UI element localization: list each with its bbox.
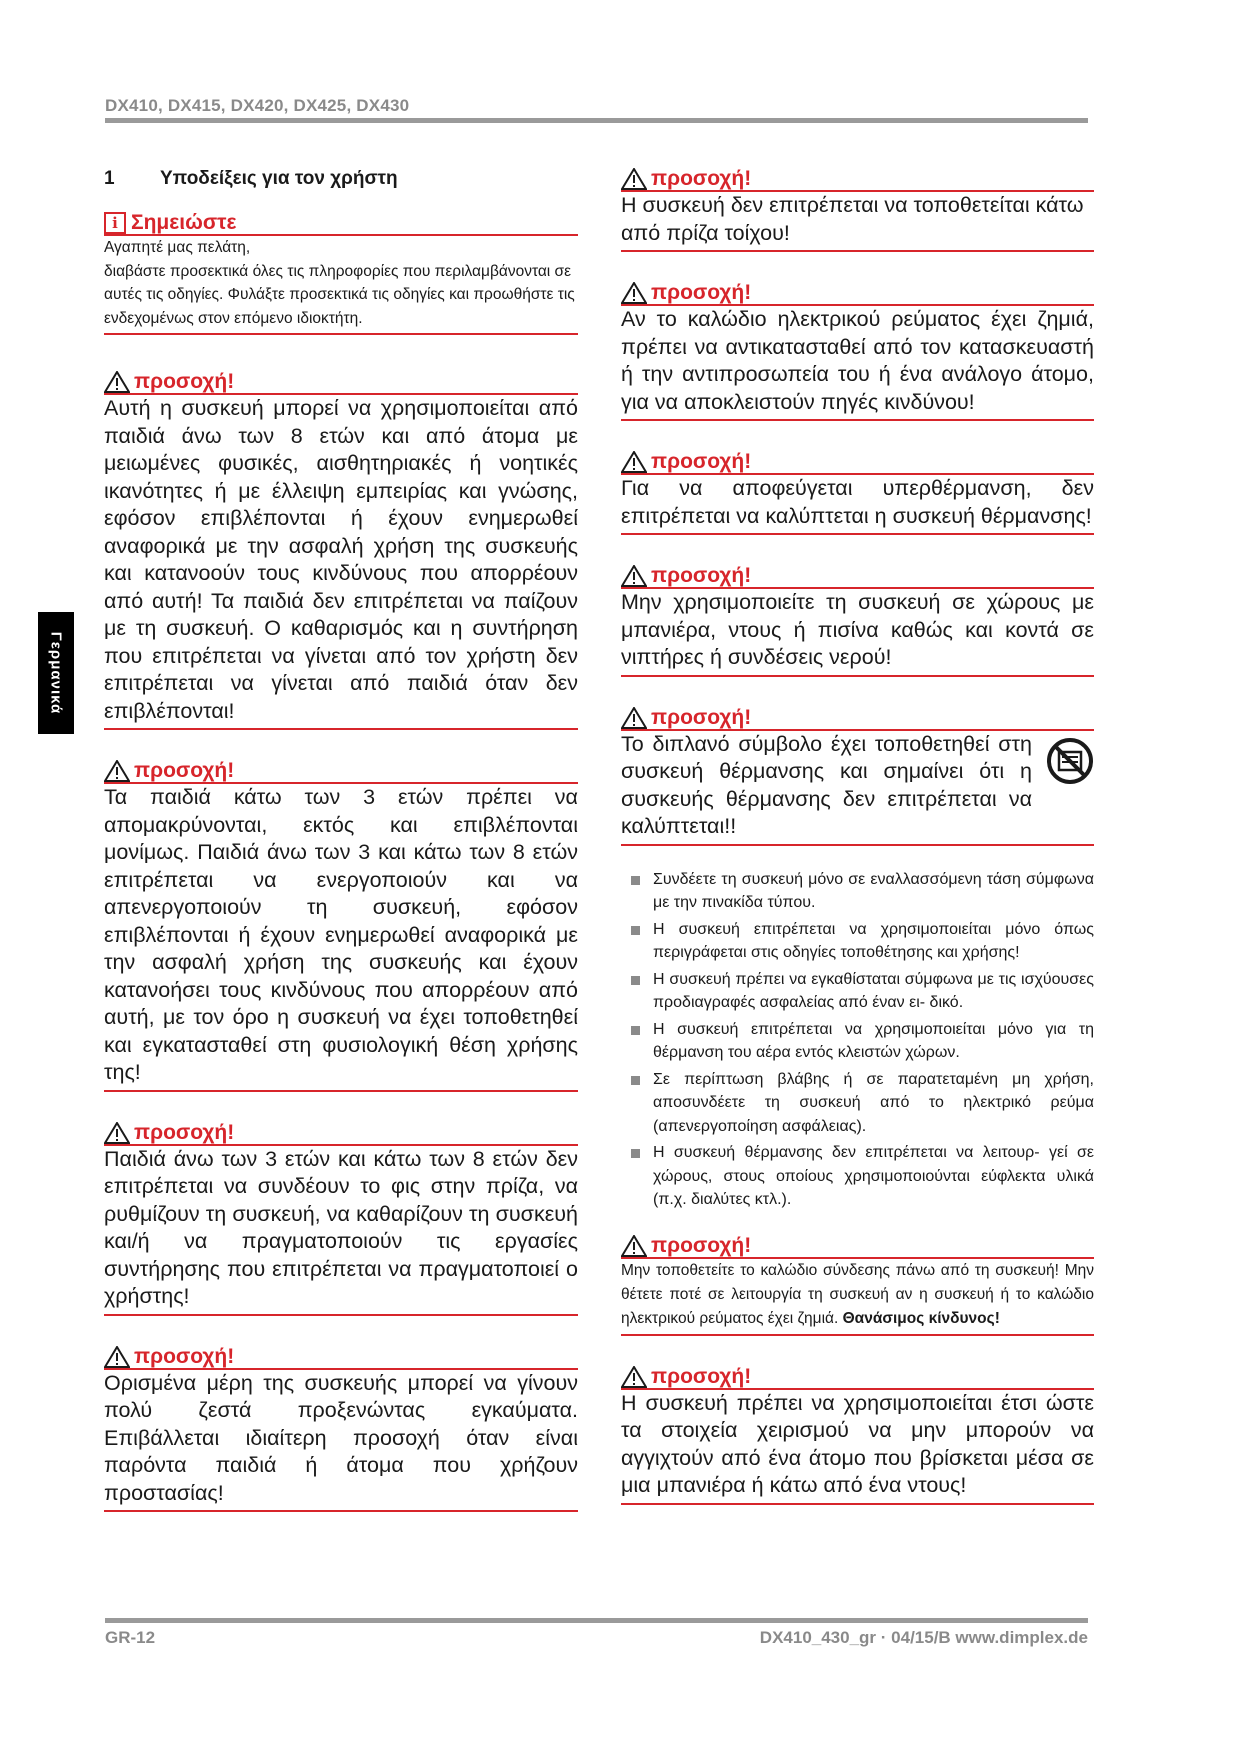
warning-text: Αν το καλώδιο ηλεκτρικού ρεύματος έχει ζημιά, πρέπει να αντικατασταθεί από τον κατασκευαστή ή την αντιπροσωπεία του ή ένα ανάλογο άτομο, για να αποκλειστούν πηγές κινδύνου! <box>621 306 1094 421</box>
warning-triangle-icon <box>104 371 130 393</box>
warning-heading <box>621 168 1094 192</box>
warning-label: προσοχή! <box>134 1344 235 1368</box>
section-title: Υποδείξεις για τον χρήστη <box>160 168 398 189</box>
list-item: Η συσκευή επιτρέπεται να χρησιμοποιείται μόνο όπως περιγράφεται στις οδηγίες τοποθέτησης και χρήσης! <box>621 918 1094 965</box>
warning-heading <box>621 451 1094 475</box>
warning-text: Τα παιδιά κάτω των 3 ετών πρέπει να απομακρύνονται, εκτός και επιβλέπονται μονίμως. Παιδιά άνω των 3 και κάτω των 8 ετών επιτρέπεται να ενεργοποιούν και να απενεργοποιούν τη συσκευή, εφόσον επιβλέπονται ή έχουν ενημερωθεί αναφορικά με την ασφαλή χρήση της συσκευής και έχουν κατανοήσει τους κινδύνους που απορρέουν από αυτή, με τον όρο η συσκευή να έχει τοποθετηθεί και εγκατασταθεί στη φυσιολογική θέση χρήσης της! <box>104 784 578 1092</box>
warning-text: Η συσκευή δεν επιτρέπεται να τοποθετείται κάτω από πρίζα τοίχου! <box>621 192 1094 252</box>
warning-triangle-icon <box>621 168 647 190</box>
note-text: διαβάστε προσεκτικά όλες τις πληροφορίες που περιλαμβάνονται σε αυτές τις οδηγίες. Φυλάξτε προσεκτικά τις οδηγίες και προωθήστε τις ενδεχομένως στον επόμενο ιδιοκτήτη. <box>104 262 575 327</box>
language-tab <box>38 612 74 734</box>
section-number: 1 <box>104 168 115 189</box>
warning-triangle-icon <box>621 707 647 729</box>
warning-label: προσοχή! <box>651 450 752 473</box>
warning-label: προσοχή! <box>651 167 752 190</box>
warning-text: Ορισμένα μέρη της συσκευής μπορεί να γίνουν πολύ ζεστά προξενώντας εγκαύματα. Επιβάλλεται ιδιαίτερη προσοχή όταν είναι παρόντα παιδιά ή άτομα που χρήζουν προστασίας! <box>104 1370 578 1513</box>
cable-warning-text: Μην τοποθετείτε το καλώδιο σύνδεσης πάνω από τη συσκευή! Μην θέτετε ποτέ σε λειτουργία τη συσκευή αν η συσκευή ή το καλώδιο ηλεκτρικού ρεύματος έχει ζημιά. <box>621 1261 1094 1327</box>
warning-triangle-icon <box>104 1122 130 1144</box>
warning-text: Το διπλανό σύμβολο έχει τοποθετηθεί στη συσκευή θέρμανσης και σημαίνει ότι η συσκευής θέρμανσης δεν επιτρέπεται να καλύπτεται!! <box>621 731 1032 838</box>
warning-heading <box>621 1235 1094 1259</box>
warning-text: Αυτή η συσκευή μπορεί να χρησιμοποιείται από παιδιά άνω των 8 ετών και από άτομα με μειωμένες φυσικές, αισθητηριακές ή νοητικές ικανότητες ή με έλλειψη εμπειρίας και γνώσης, εφόσον επιβλέπονται ή έχουν ενημερωθεί αναφορικά με την ασφαλή χρήση της συσκευής και κατανοούν τους κινδύνους που απορρέουν από αυτή! Τα παιδιά δεν επιτρέπεται να παίζουν με τη συσκευή. Ο καθαρισμός και η συντήρηση που επιτρέπεται να γίνεται από τον χρήστη δεν επιτρέπεται να γίνεται από παιδιά όταν δεν επιβλέπονται! <box>104 395 578 730</box>
warning-heading <box>621 565 1094 589</box>
page-number: GR-12 <box>105 1628 156 1647</box>
warning-triangle-icon <box>621 282 647 304</box>
note-heading <box>104 212 578 236</box>
warning-label: προσοχή! <box>134 370 235 393</box>
warning-text: Παιδιά άνω των 3 ετών και κάτω των 8 ετών δεν επιτρέπεται να συνδέουν το φις στην πρίζα, να ρυθμίζουν τη συσκευή, να καθαρίζουν τη συσκευή και/ή να πραγματοποιούν τις εργασίες συντήρησης που επιτρέπεται να πραγματοποιεί ο χρήστης! <box>104 1146 578 1316</box>
do-not-cover-icon <box>1046 737 1094 785</box>
list-item: Συνδέετε τη συσκευή μόνο σε εναλλασσόμενη τάση σύμφωνα με την πινακίδα τύπου. <box>621 868 1094 915</box>
warning-text: Μην χρησιμοποιείτε τη συσκευή σε χώρους με μπανιέρα, ντους ή πισίνα καθώς και κοντά σε νιπτήρες ή συνδέσεις νερού! <box>621 589 1094 677</box>
section-heading <box>104 168 578 190</box>
warning-text: Για να αποφεύγεται υπερθέρμανση, δεν επιτρέπεται να καλύπτεται η συσκευή θέρμανσης! <box>621 475 1094 535</box>
language-tab-label: Γερμανικά <box>47 631 65 715</box>
warning-label: προσοχή! <box>651 1233 752 1257</box>
warning-triangle-icon <box>621 1235 647 1257</box>
warning-label: προσοχή! <box>651 281 752 304</box>
left-column <box>104 168 578 1512</box>
warning-label: προσοχή! <box>134 1120 235 1144</box>
symbol-warning-block <box>621 731 1094 846</box>
list-item: Η συσκευή επιτρέπεται να χρησιμοποιείται μόνο για τη θέρμανση του αέρα εντός κλειστών χώρων. <box>621 1018 1094 1065</box>
note-greeting: Αγαπητέ μας πελάτη, <box>104 239 251 256</box>
warning-heading <box>104 371 578 395</box>
footer-rule <box>105 1618 1088 1623</box>
danger-text: Θανάσιμος κίνδυνος! <box>842 1309 1000 1327</box>
list-item: Η συσκευή θέρμανσης δεν επιτρέπεται να λειτουρ- γεί σε χώρους, στους οποίους χρησιμοποιούνται εύφλεκτα υλικά (π.χ. διαλύτες κτλ.). <box>621 1141 1094 1212</box>
warning-heading <box>621 1366 1094 1390</box>
warning-heading <box>621 707 1094 731</box>
document-reference: DX410_430_gr · 04/15/B www.dimplex.de <box>759 1628 1088 1647</box>
header-title: DX410, DX415, DX420, DX425, DX430 <box>105 96 410 115</box>
note-title: Σημειώστε <box>131 211 237 234</box>
warning-text: Η συσκευή πρέπει να χρησιμοποιείται έτσι ώστε τα στοιχεία χειρισμού να μην μπορούν να αγγιχτούν από ένα άτομο που βρίσκεται μέσα σε μια μπανιέρα ή κάτω από ένα ντους! <box>621 1390 1094 1505</box>
note-block <box>104 236 578 335</box>
warning-triangle-icon <box>104 1346 130 1368</box>
warning-triangle-icon <box>621 565 647 587</box>
instruction-list <box>621 868 1094 1212</box>
header-rule <box>105 118 1088 123</box>
list-item: Η συσκευή πρέπει να εγκαθίσταται σύμφωνα με τις ισχύουσες προδιαγραφές ασφαλείας από έναν ει- δικό. <box>621 968 1094 1015</box>
warning-label: προσοχή! <box>651 705 752 729</box>
right-column <box>621 168 1094 1505</box>
warning-heading <box>621 282 1094 306</box>
info-icon: i <box>104 212 126 234</box>
warning-heading <box>104 1122 578 1146</box>
warning-triangle-icon <box>621 451 647 473</box>
warning-label: προσοχή! <box>651 564 752 587</box>
cable-warning <box>621 1259 1094 1336</box>
warning-triangle-icon <box>621 1366 647 1388</box>
list-item: Σε περίπτωση βλάβης ή σε παρατεταμένη μη χρήση, αποσυνδέετε τη συσκευή από το ηλεκτρικό ρεύμα (απενεργοποίηση ασφάλειας). <box>621 1068 1094 1139</box>
warning-heading <box>104 760 578 784</box>
warning-label: προσοχή! <box>134 759 235 782</box>
warning-label: προσοχή! <box>651 1364 752 1388</box>
warning-heading <box>104 1346 578 1370</box>
warning-triangle-icon <box>104 760 130 782</box>
